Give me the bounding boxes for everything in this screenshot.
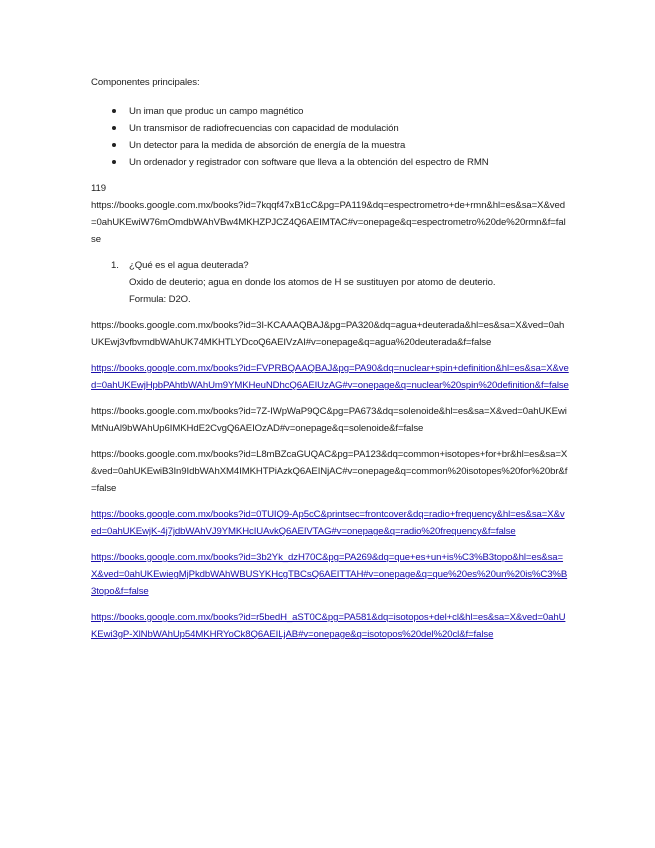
reference-url-rmn <box>91 197 569 248</box>
reference-link-isotopos-cl <box>91 609 569 643</box>
url-text: https://books.google.com.mx/books?id=7kqqf47xB1cC&pg=PA119&dq=espectrometro+de+rmn&hl=es&sa=X&ved=0ahUKEwiW76mOmdbWAhVBw4MKHZPJCZ4Q6AEIMTAC#v=onepage&q=espectrometro%20de%20rmn&f=false <box>91 200 566 245</box>
reference-url-isotopes-br <box>91 446 569 497</box>
list-item-text: Un ordenador y registrador con software que lleva a la obtención del espectro de RMN <box>129 157 489 168</box>
reference-link-radio-frequency <box>91 506 569 540</box>
url-text: https://books.google.com.mx/books?id=3I-KCAAAQBAJ&pg=PA320&dq=agua+deuterada&hl=es&sa=X&ved=0ahUKEwj3vfbvmdbWAhUK74MKHTLYDcoQ6AEIVzAI#v=onepage&q=agua%20deuterada&f=false <box>91 320 565 348</box>
section-heading: Componentes principales: <box>91 77 200 88</box>
reference-url-solenoide <box>91 403 569 437</box>
bullet-icon <box>112 143 116 147</box>
question-text: ¿Qué es el agua deuterada? <box>129 260 249 271</box>
hyperlink[interactable]: https://books.google.com.mx/books?id=FVPRBQAAQBAJ&pg=PA90&dq=nuclear+spin+definition&hl=es&sa=X&ved=0ahUKEwjHpbPAhtbWAhUm9YMKHeuNDhcQ6AEIUzAG#v=onepage&q=nuclear%20spin%20definition&f=false <box>91 363 569 391</box>
bullet-icon <box>112 126 116 130</box>
list-item-text: Un iman que produc un campo magnético <box>129 106 304 117</box>
question-number: 1. <box>111 260 119 271</box>
list-item <box>91 154 569 171</box>
hyperlink[interactable]: https://books.google.com.mx/books?id=3b2Yk_dzH70C&pg=PA269&dq=que+es+un+is%C3%B3topo&hl=es&sa=X&ved=0ahUKEwiegMjPkdbWAhWBUSYKHcgTBCsQ6AEITTAH#v=onepage&q=que%20es%20un%20is%C3%B3topo&f=false <box>91 552 568 597</box>
reference-link-isotopo <box>91 549 569 600</box>
page-reference: 119 <box>91 183 106 194</box>
list-item-text: Un detector para la medida de absorción de energía de la muestra <box>129 140 406 151</box>
list-item <box>91 103 569 120</box>
question-item <box>91 257 569 308</box>
hyperlink[interactable]: https://books.google.com.mx/books?id=r5bedH_aST0C&pg=PA581&dq=isotopos+del+cl&hl=es&sa=X&ved=0ahUKEwi3gP-XlNbWAhUp54MKHRYoCk8Q6AEILjAB#v=onepage&q=isotopos%20del%20cl&f=false <box>91 612 566 640</box>
url-text: https://books.google.com.mx/books?id=L8mBZcaGUQAC&pg=PA123&dq=common+isotopes+for+br&hl=es&sa=X&ved=0ahUKEwiB3In9IdbWAhXM4IMKHTPiAzkQ6AEINjAC#v=onepage&q=common%20isotopes%20for%20br&f=false <box>91 449 568 494</box>
bullet-icon <box>112 109 116 113</box>
list-item <box>91 137 569 154</box>
document-content <box>91 74 569 652</box>
url-text: https://books.google.com.mx/books?id=7Z-IWpWaP9QC&pg=PA673&dq=solenoide&hl=es&sa=X&ved=0ahUKEwiMtNuAl9bWAhUp6IMKHdE2CvgQ6AEIOzAD#v=onepage&q=solenoide&f=false <box>91 406 567 434</box>
list-item-text: Un transmisor de radiofrecuencias con capacidad de modulación <box>129 123 399 134</box>
list-item <box>91 120 569 137</box>
components-list <box>91 103 569 171</box>
question-list <box>91 257 569 308</box>
formula-text: Formula: D2O. <box>129 294 191 305</box>
reference-url-agua-deuterada <box>91 317 569 351</box>
reference-link-nuclear-spin <box>91 360 569 394</box>
hyperlink[interactable]: https://books.google.com.mx/books?id=0TUIQ9-Ap5cC&printsec=frontcover&dq=radio+frequency&hl=es&sa=X&ved=0ahUKEwjK-4j7jdbWAhVJ9YMKHcIUAvkQ6AEIVTAG#v=onepage&q=radio%20frequency&f=false <box>91 509 565 537</box>
bullet-icon <box>112 160 116 164</box>
answer-text: Oxido de deuterio; agua en donde los atomos de H se sustituyen por atomo de deuterio. <box>129 277 496 288</box>
